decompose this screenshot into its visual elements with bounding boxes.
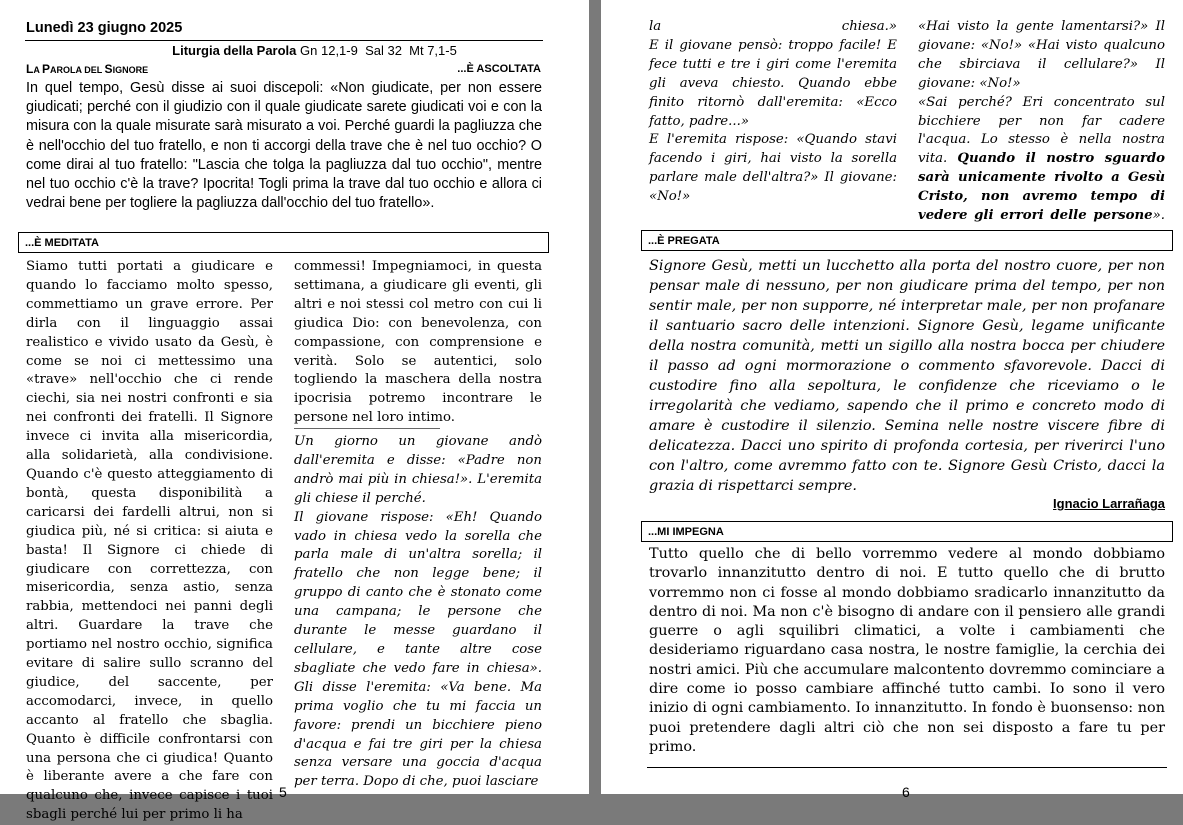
story-moral: Quando il nostro sguardo sarà unicamente rivolto a Gesù Cristo, non avremo tempo di vedere gli errori delle persone (918, 151, 1166, 224)
story-cont-paragraph-5: «Sai perché? Eri concentrato sul bicchiere per non far cadere l'acqua. Lo stesso è nella nostra vita. Quando il nostro sguardo sarà unicamente rivolto a Gesù Cristo, non avremo tempo di vedere gli errori delle persone». (918, 94, 1166, 224)
story-paragraph-2: Il giovane rispose: «Eh! Quando vado in chiesa vedo la sorella che parla male di un'altra sorella; il fratello che non legge bene; il gruppo di canto che è stonato come una campana; le persone che durante le messe guardano il cellulare, e tante altre cose sbagliate che vedo fare in chiesa». Gli disse l'eremita: «Va bene. Ma prima voglio che tu mi faccia un favore: prendi un bicchiere pieno d'acqua e fai tre giri per la chiesa senza versare una goccia d'acqua per terra. Dopo di che, puoi lasciare (294, 509, 542, 790)
story-cont-paragraph-4: «Hai visto la gente lamentarsi?» Il giovane: «No!» «Hai visto qualcuno che sbirciava il cellulare?» Il giovane: «No!» (918, 19, 1165, 91)
story-cont-paragraph-1: la chiesa.» (649, 19, 897, 34)
page-6 (601, 0, 1183, 800)
prayer-text: Signore Gesù, metti un lucchetto alla porta del nostro cuore, per non pensar male di nessuno, per non giudicare prima del tempo, per non sentir male, per non supporre, né interpretar male, per non profanare il santuario sacro delle intenzioni. Signore Gesù, legame unificante della nostra comunità, metti un sigillo alla nostra bocca per chiudere il passo ad ogni mormorazione o commento sfavorevole. Dacci di custodire fino alla sepoltura, le confidenze che riceviamo o le irregolarità che vediamo, sapendo che il primo e concreto modo di amare è custodire il silenzio. Semina nelle nostre viscere fibre di delicatezza. Dacci uno spirito di profonda cortesia, per riverirci l'uno con l'altro, come avremmo fatto con te. Signore Gesù Cristo, dacci la grazia di rispettarci sempre. (649, 258, 1165, 494)
story-cont-paragraph-2: E il giovane pensò: troppo facile! E fece tutti e tre i giri come l'eremita gli aveva chiesto. Quando ebbe finito ritornò dall'eremita: «Ecco fatto, padre...» (649, 37, 897, 129)
prayed-section-header: ...È PREGATA (641, 230, 1173, 251)
listened-label: ...È ASCOLTATA (457, 63, 541, 75)
page-number: 5 (279, 784, 287, 800)
gospel-text: In quel tempo, Gesù disse ai suoi discepoli: «Non giudicate, per non essere giudicati; perché con il giudizio con il quale giudicate sarete giudicati voi e con la misura con la quale misurate sarà misurato a voi. Perché guardi la pagliuzza che è nell'occhio del tuo fratello, e non ti accorgi della trave che è nel tuo occhio? O come dirai al tuo fratello: "Lascia che tolga la pagliuzza dal tuo occhio", mentre nel tuo occhio c'è la trave? Ipocrita! Togli prima la trave dal tuo occhio e allora ci vedrai bene per togliere la pagliuzza dall'occhio del tuo fratello». (26, 80, 542, 212)
story-cont-paragraph-3: E l'eremita rispose: «Quando stavi facendo i giri, hai visto la sorella parlare male dell'altra?» Il giovane: «No!» (649, 132, 897, 205)
date-heading: Lunedì 23 giugno 2025 (26, 20, 183, 36)
prayer-author: Ignacio Larrañaga (1053, 496, 1165, 511)
commitment-text: Tutto quello che di bello vorremmo vedere al mondo dobbiamo trovarlo innanzitutto dentro di noi. E tutto quello che di brutto vorremmo non ci fosse al mondo dobbiamo sradicarlo innanzitutto da dentro di noi. Ma non c'è bisogno di andare con il pensiero alle grandi guerre o agli squilibri climatici, a volte i cambiamenti che desideriamo riguardano casa nostra, le nostre famiglie, la cerchia dei nostri amici. Più che accumulare malcontento dovremmo cominciare a dire come io posso cambiare affinché tutto cambi. Io sono il vero inizio di ogni cambiamento. Io innanzitutto. In fondo è buonsenso: non puoi pretendere dagli altri ciò che non sei disposto a fare tu per primo. (649, 546, 1165, 755)
column-divider-rule (294, 428, 440, 429)
page-number: 6 (902, 784, 910, 800)
story-paragraph-1: Un giorno un giovane andò dall'eremita e disse: «Padre non andrò mai più in chiesa!». L'eremita gli chiese il perché. (294, 434, 542, 506)
story-continued-column-2 (918, 18, 1165, 226)
meditation-column-2: commessi! Impegniamoci, in questa settimana, a giudicare gli eventi, gli altri e noi stessi col metro con cui li giudica Dio: con benevolenza, con compassione, con comprensione e verità. Solo se autentici, solo togliendo la maschera della nostra ipocrisia potremo incontrare le persone nel loro intimo. (294, 259, 542, 426)
story-continued-column-1 (649, 18, 897, 207)
word-of-lord-label: LA PAROLA DEL SIGNORE (26, 62, 149, 76)
commit-section-header: ...MI IMPEGNA (641, 521, 1173, 542)
page-5 (0, 0, 589, 823)
liturgy-line (0, 43, 589, 58)
readings-reference: Gn 12,1-9 Sal 32 Mt 7,1-5 (300, 43, 457, 58)
meditated-section-header: ...È MEDITATA (18, 232, 549, 253)
story-column (294, 433, 542, 792)
header-rule (25, 40, 543, 41)
meditation-column-1: Siamo tutti portati a giudicare e quando lo facciamo molto spesso, commettiamo un grave errore. Per dirla con il linguaggio assai realistico e vivido usato da Gesù, è come se noi ci mettessimo una «trave» nell'occhio che ci rende ciechi, sia nei nostri confronti e sia nei confronti dei fratelli. Il Signore invece ci invita alla misericordia, alla solidarietà, alla condivisione. Quando c'è questo atteggiamento di bontà, questa disponibilità a caricarsi dei fardelli altrui, non si giudica più, né si critica: si aiuta e basta! Il Signore ci chiede di giudicare con correttezza, con misericordia, senza astio, senza rabbia, mettendoci nei panni degli altri. Guardare la trave che portiamo nel nostro occhio, significa evitare di salire sullo scranno del giudice, del saccente, per accomodarci, invece, in quello accanto al fratello che sbaglia. Quanto è difficile confrontarsi con una persona che ci giudica! Quanto è liberante avere a che fare con qualcuno che, invece capisce i tuoi sbagli perché lui per primo li ha (26, 259, 273, 823)
liturgy-label: Liturgia della Parola (172, 43, 297, 58)
footer-rule (647, 767, 1167, 768)
